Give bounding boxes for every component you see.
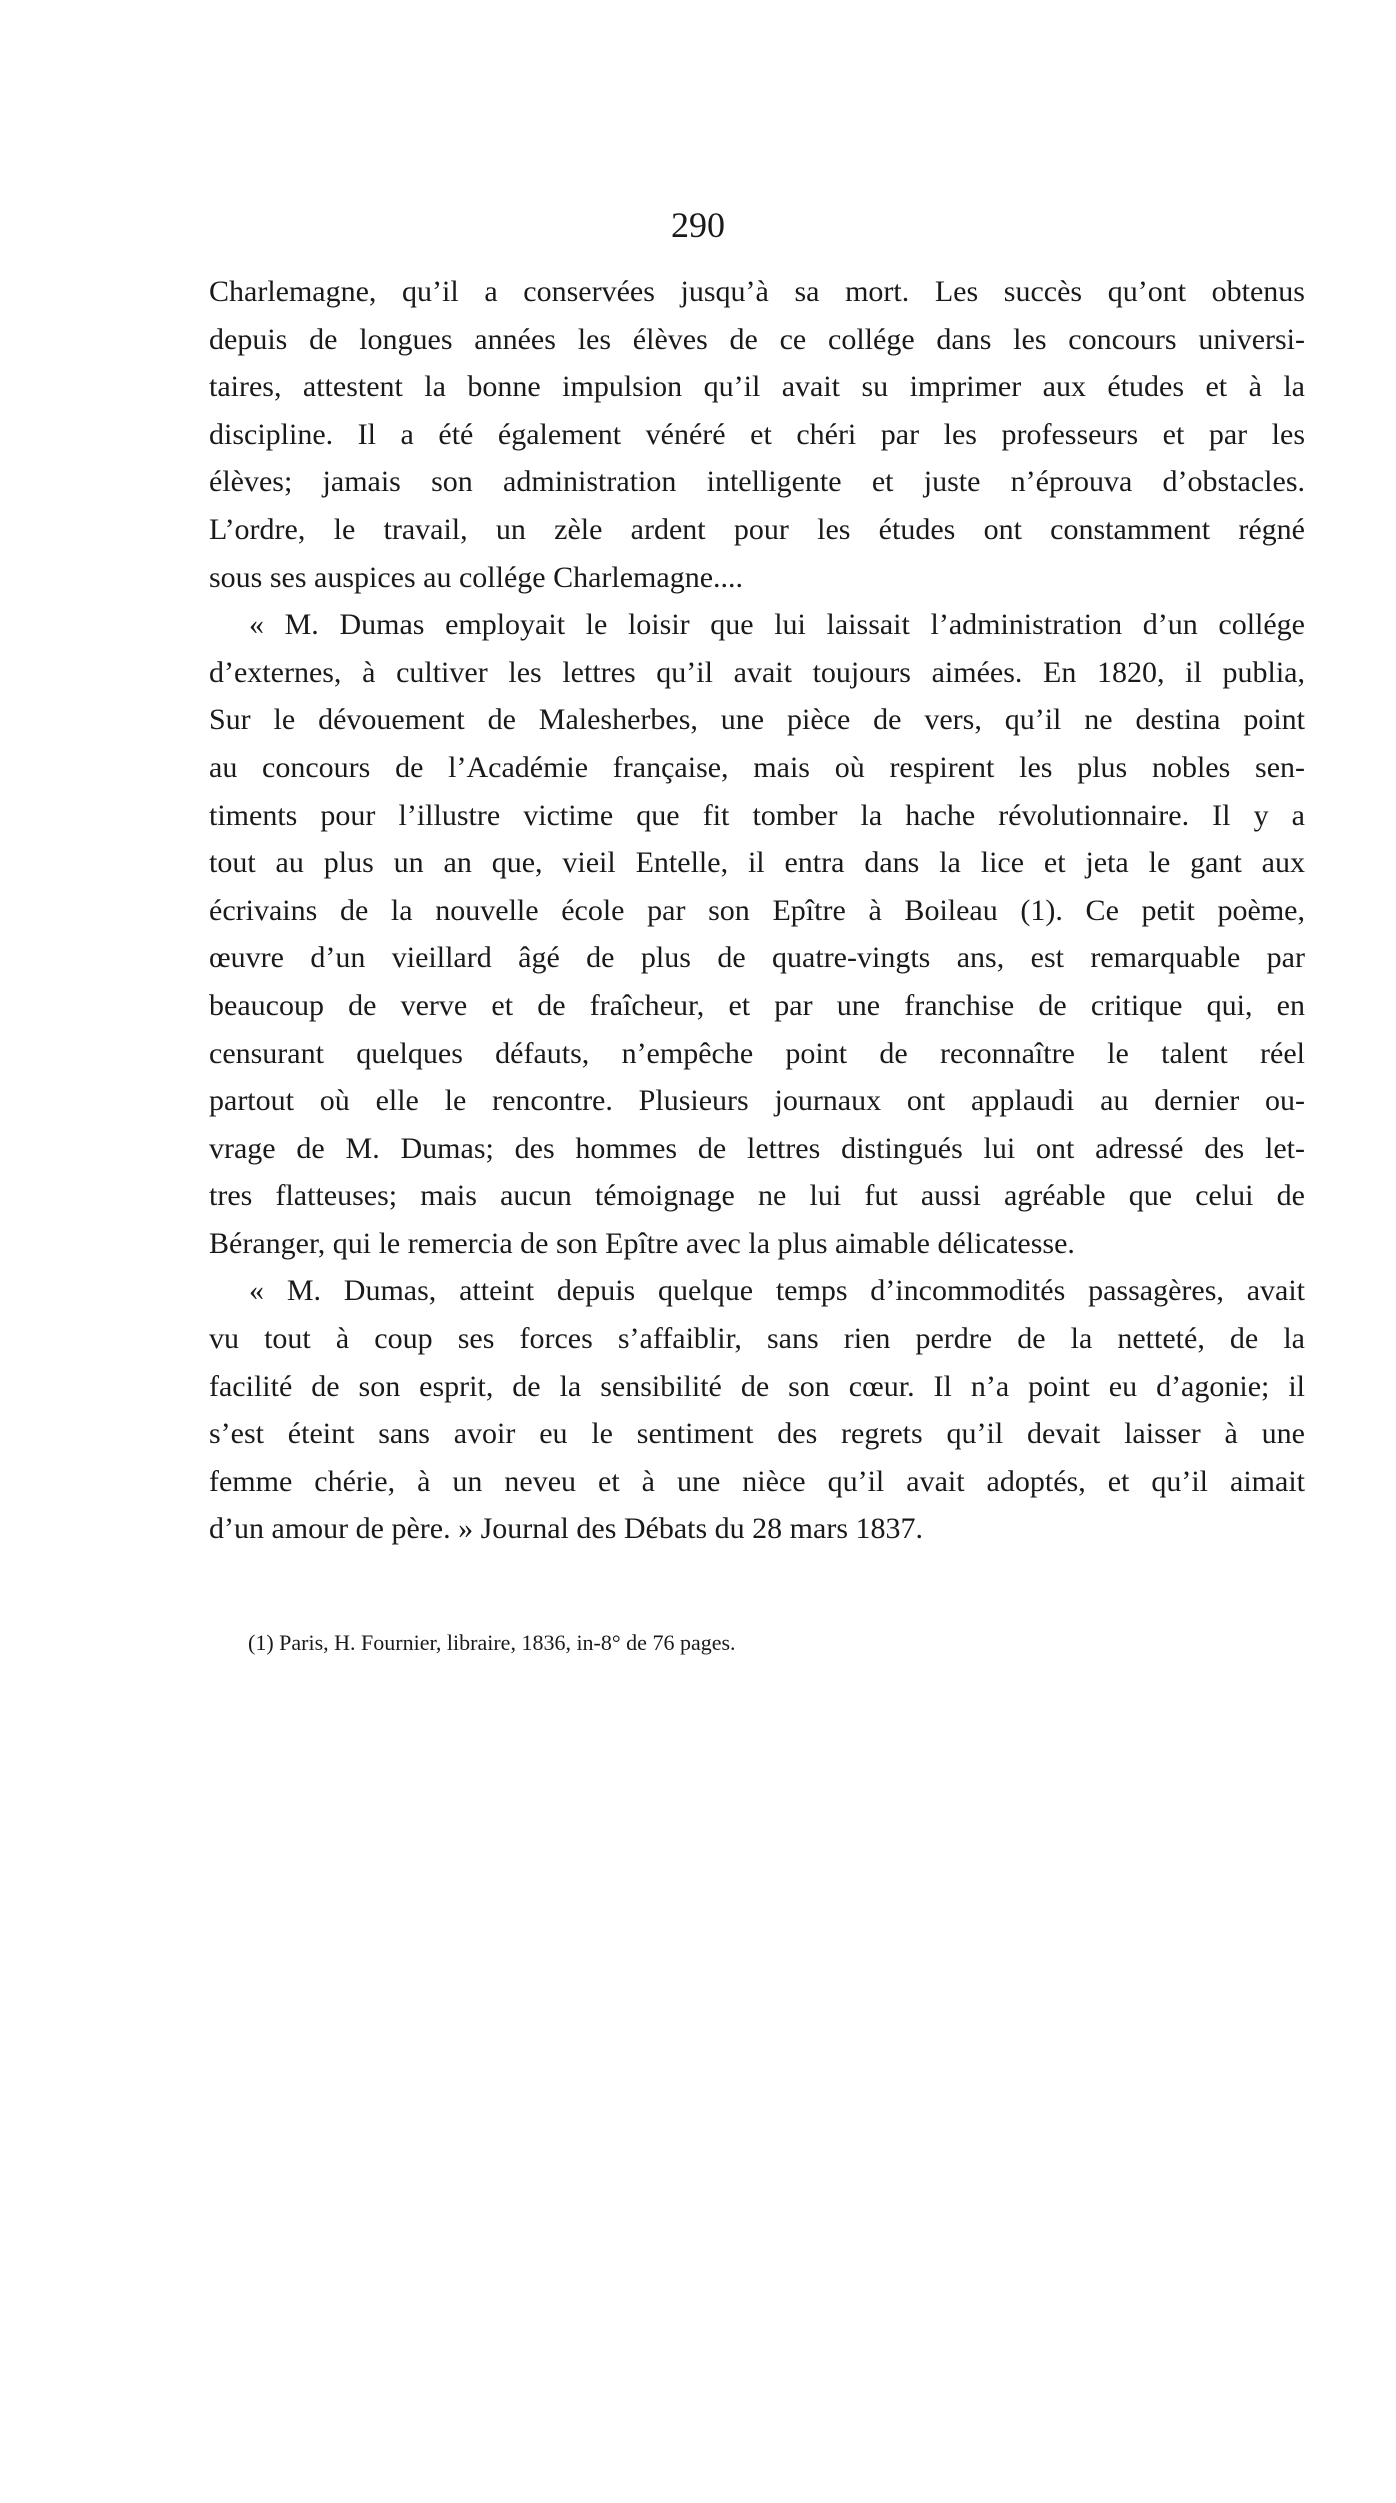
body-text xyxy=(209,268,1305,1553)
text-line: tout au plus un an que, vieil Entelle, il entra dans la lice et jeta le gant aux xyxy=(209,846,1305,880)
text-line: s’est éteint sans avoir eu le sentiment des regrets qu’il devait laisser à une xyxy=(209,1417,1305,1451)
text-line: au concours de l’Académie française, mais où respirent les plus nobles sen- xyxy=(209,750,1305,784)
text-line: censurant quelques défauts, n’empêche point de reconnaître le talent réel xyxy=(209,1036,1305,1070)
paragraph-1 xyxy=(209,268,1305,601)
text-line: L’ordre, le travail, un zèle ardent pour les études ont constamment régné xyxy=(209,512,1305,546)
text-line: « M. Dumas, atteint depuis quelque temps d’incommodités passagères, avait xyxy=(249,1274,1305,1308)
footnote: (1) Paris, H. Fournier, libraire, 1836, in-8° de 76 pages. xyxy=(248,1630,736,1655)
text-line: depuis de longues années les élèves de ce collége dans les concours universi- xyxy=(209,322,1305,356)
text-line: écrivains de la nouvelle école par son Epître à Boileau (1). Ce petit poème, xyxy=(209,893,1305,927)
text-line: femme chérie, à un neveu et à une nièce qu’il avait adoptés, et qu’il aimait xyxy=(209,1464,1305,1498)
text-line: œuvre d’un vieillard âgé de plus de quatre-vingts ans, est remarquable par xyxy=(209,941,1305,975)
text-line: Béranger, qui le remercia de son Epître avec la plus aimable délicatesse. xyxy=(209,1226,1075,1260)
text-line: élèves; jamais son administration intelligente et juste n’éprouva d’obstacles. xyxy=(209,465,1305,499)
text-line: tres flatteuses; mais aucun témoignage ne lui fut aussi agréable que celui de xyxy=(209,1179,1305,1213)
text-line: vu tout à coup ses forces s’affaiblir, sans rien perdre de la netteté, de la xyxy=(209,1322,1305,1356)
text-line: « M. Dumas employait le loisir que lui laissait l’administration d’un collége xyxy=(249,608,1305,642)
text-line: d’un amour de père. » Journal des Débats du 28 mars 1837. xyxy=(209,1512,923,1546)
text-line: vrage de M. Dumas; des hommes de lettres distingués lui ont adressé des let- xyxy=(209,1131,1305,1165)
paragraph-2 xyxy=(209,601,1305,1267)
text-line: discipline. Il a été également vénéré et chéri par les professeurs et par les xyxy=(209,417,1305,451)
text-line: Charlemagne, qu’il a conservées jusqu’à sa mort. Les succès qu’ont obtenus xyxy=(209,275,1305,308)
page-number: 290 xyxy=(671,205,725,245)
text-line: d’externes, à cultiver les lettres qu’il avait toujours aimées. En 1820, il publia, xyxy=(209,655,1305,689)
text-line: facilité de son esprit, de la sensibilité de son cœur. Il n’a point eu d’agonie; il xyxy=(209,1369,1305,1403)
text-line: sous ses auspices au collége Charlemagne.... xyxy=(209,560,744,594)
text-line: Sur le dévouement de Malesherbes, une pièce de vers, qu’il ne destina point xyxy=(209,703,1305,737)
text-line: partout où elle le rencontre. Plusieurs journaux ont applaudi au dernier ou- xyxy=(209,1084,1305,1118)
text-line: taires, attestent la bonne impulsion qu’il avait su imprimer aux études et à la xyxy=(209,370,1305,404)
text-line: beaucoup de verve et de fraîcheur, et par une franchise de critique qui, en xyxy=(209,988,1305,1022)
paragraph-3 xyxy=(209,1267,1305,1553)
text-line: timents pour l’illustre victime que fit tomber la hache révolutionnaire. Il y a xyxy=(209,798,1305,832)
